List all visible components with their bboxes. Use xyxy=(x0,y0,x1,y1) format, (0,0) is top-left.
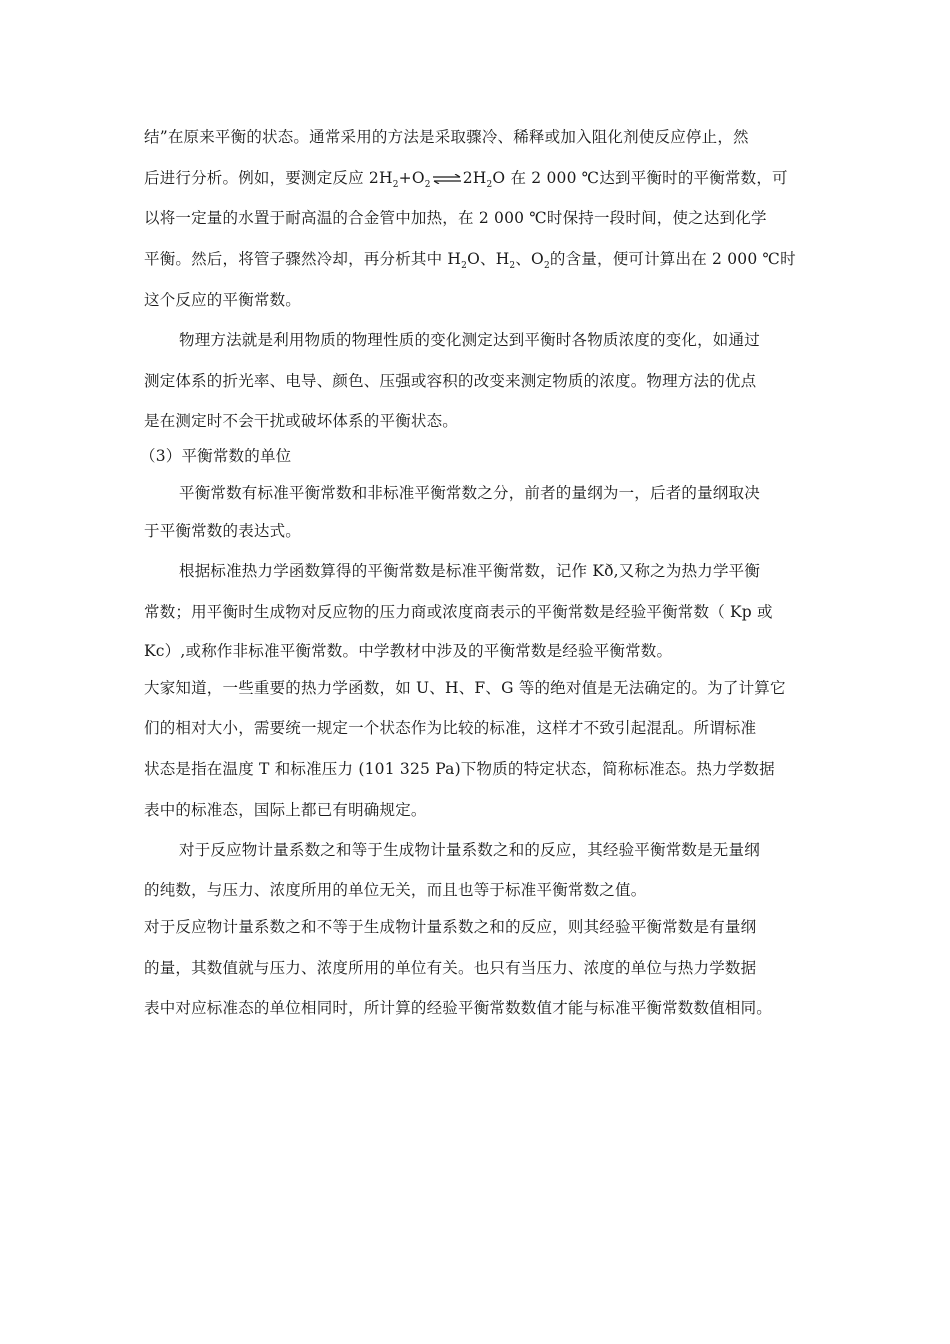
text-segment: +O xyxy=(398,169,425,187)
paragraph-line: 测定体系的折光率、电导、颜色、压强或容积的改变来测定物质的浓度。物理方法的优点 xyxy=(144,372,757,390)
paragraph-line: 的量，其数值就与压力、浓度所用的单位有关。也只有当压力、浓度的单位与热力学数据 xyxy=(144,959,757,977)
paragraph-line: 根据标准热力学函数算得的平衡常数是标准平衡常数，记作 Kð,又称之为热力学平衡 xyxy=(179,562,761,580)
paragraph-line: 对于反应物计量系数之和不等于生成物计量系数之和的反应，则其经验平衡常数是有量纲 xyxy=(144,918,757,936)
paragraph-line: Kc）,或称作非标准平衡常数。中学教材中涉及的平衡常数是经验平衡常数。 xyxy=(144,642,673,660)
paragraph-line: 表中对应标准态的单位相同时，所计算的经验平衡常数数值才能与标准平衡常数数值相同。 xyxy=(144,999,773,1017)
paragraph-line: 大家知道，一些重要的热力学函数，如 U、H、F、G 等的绝对值是无法确定的。为了计算它 xyxy=(144,679,786,697)
paragraph-line xyxy=(144,249,796,276)
paragraph-line: 状态是指在温度 T 和标准压力 (101 325 Pa)下物质的特定状态，简称标准态。热力学数据 xyxy=(144,760,775,778)
subscript: 2 xyxy=(509,261,516,272)
paragraph-line: 对于反应物计量系数之和等于生成物计量系数之和的反应，其经验平衡常数是无量纲 xyxy=(179,841,760,859)
text-segment: 2H xyxy=(462,169,487,187)
text-segment: O、H xyxy=(467,250,510,268)
paragraph-line: 以将一定量的水置于耐高温的合金管中加热，在 2 000 ℃时保持一段时间，使之达到化学 xyxy=(144,209,767,227)
paragraph-line-equation xyxy=(144,168,788,195)
subscript: 2 xyxy=(486,180,493,191)
subscript: 2 xyxy=(543,261,550,272)
paragraph-line: 结”在原来平衡的状态。通常采用的方法是采取骤冷、稀释或加入阻化剂使反应停止，然 xyxy=(144,128,749,146)
text-segment: 的含量，便可计算出在 2 000 ℃时 xyxy=(549,250,796,268)
paragraph-line: 于平衡常数的表达式。 xyxy=(144,522,302,540)
paragraph-line: 常数；用平衡时生成物对反应物的压力商或浓度商表示的平衡常数是经验平衡常数（ Kp 或 xyxy=(144,603,773,621)
paragraph-line: 是在测定时不会干扰或破坏体系的平衡状态。 xyxy=(144,412,459,430)
section-heading: （3）平衡常数的单位 xyxy=(140,447,292,465)
text-segment: 、O xyxy=(515,250,544,268)
paragraph-line: 表中的标准态，国际上都已有明确规定。 xyxy=(144,801,427,819)
text-segment: 平衡。然后，将管子骤然冷却，再分析其中 H xyxy=(144,250,462,268)
paragraph-line: 的纯数，与压力、浓度所用的单位无关，而且也等于标准平衡常数之值。 xyxy=(144,881,647,899)
text-segment: O 在 2 000 ℃达到平衡时的平衡常数，可 xyxy=(492,169,788,187)
subscript: 2 xyxy=(461,261,468,272)
paragraph-line: 物理方法就是利用物质的物理性质的变化测定达到平衡时各物质浓度的变化，如通过 xyxy=(179,331,760,349)
text-segment: 后进行分析。例如，要测定反应 2H xyxy=(144,169,393,187)
paragraph-line: 们的相对大小，需要统一规定一个状态作为比较的标准，这样才不致引起混乱。所谓标准 xyxy=(144,719,757,737)
paragraph-line: 这个反应的平衡常数。 xyxy=(144,291,302,309)
paragraph-line: 平衡常数有标准平衡常数和非标准平衡常数之分，前者的量纲为一，后者的量纲取决 xyxy=(179,484,760,502)
subscript: 2 xyxy=(424,180,431,191)
equilibrium-arrow-icon xyxy=(432,174,462,184)
subscript: 2 xyxy=(392,180,399,191)
